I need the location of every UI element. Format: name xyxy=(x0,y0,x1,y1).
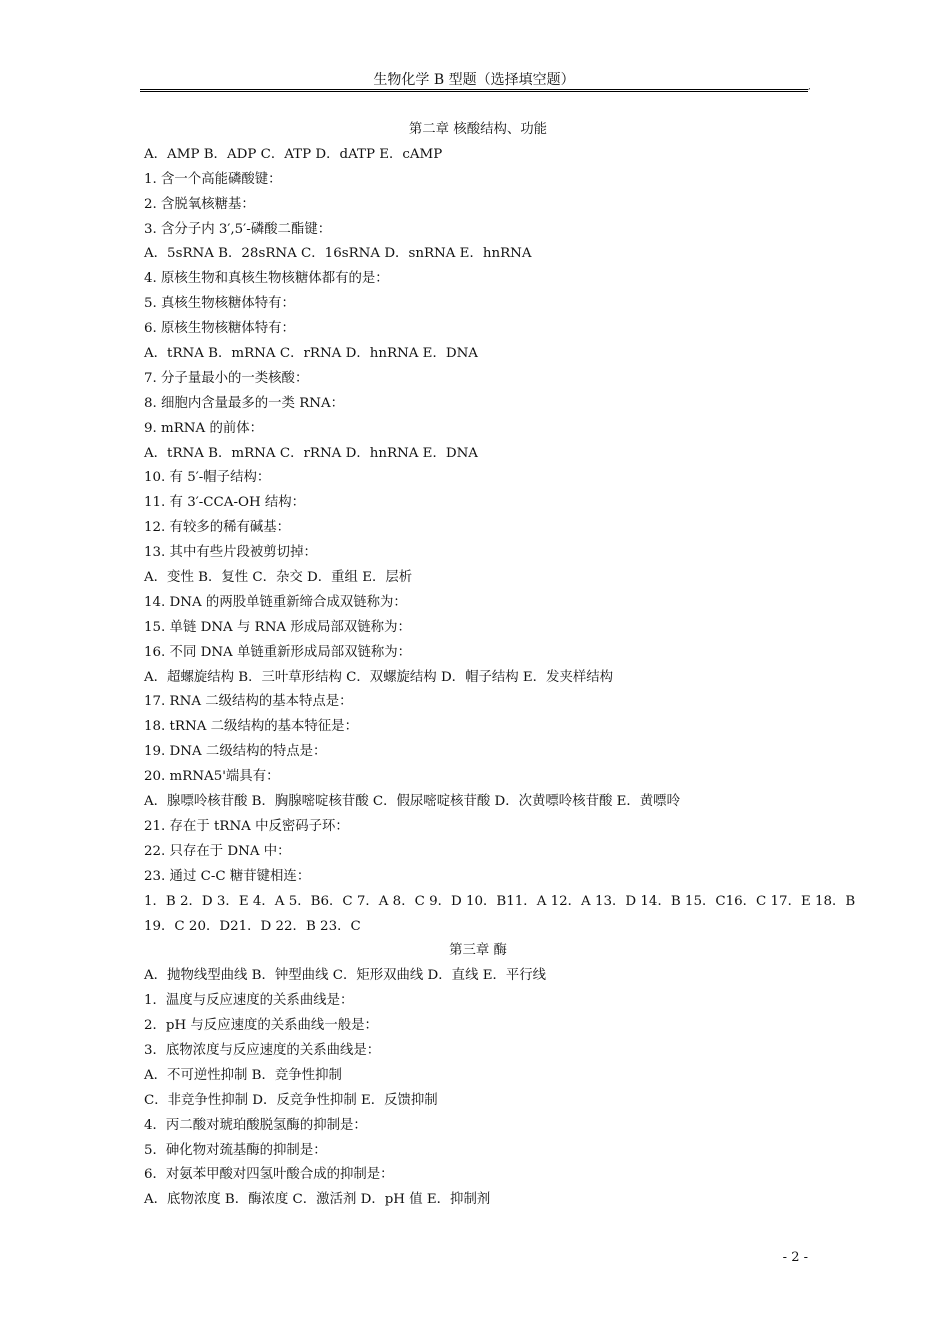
text-line: A．5sRNA B．28sRNA C．16sRNA D．snRNA E．hnRNA xyxy=(144,246,532,262)
text-line: A．超螺旋结构 B．三叶草形结构 C．双螺旋结构 D．帽子结构 E．发夹样结构 xyxy=(144,669,614,685)
text-line: 6. 原核生物核糖体特有： xyxy=(144,321,295,337)
text-line: A．腺嘌呤核苷酸 B．胸腺嘧啶核苷酸 C．假尿嘧啶核苷酸 D．次黄嘌呤核苷酸 E．黄嘌呤 xyxy=(144,794,680,810)
page-number: - 2 - xyxy=(782,1250,808,1265)
text-line: A．tRNA B．mRNA C．rRNA D．hnRNA E．DNA xyxy=(144,346,478,362)
page-header-title: 生物化学 B 型题（选择填空题） xyxy=(373,72,575,88)
text-line: A．抛物线型曲线 B．钟型曲线 C．矩形双曲线 D．直线 E．平行线 xyxy=(144,968,547,984)
text-line: 5．砷化物对巯基酶的抑制是： xyxy=(144,1142,327,1158)
text-line: A．变性 B．复性 C．杂交 D．重组 E．层析 xyxy=(144,570,413,586)
text-line: C．非竞争性抑制 D．反竞争性抑制 E．反馈抑制 xyxy=(144,1092,438,1108)
text-line: 19. DNA 二级结构的特点是： xyxy=(144,744,327,760)
text-line: 23. 通过 C-C 糖苷键相连： xyxy=(144,868,311,884)
text-line: 18. tRNA 二级结构的基本特征是： xyxy=(144,719,358,735)
text-line: 4. 原核生物和真核生物核糖体都有的是： xyxy=(144,271,389,287)
text-line: A．AMP B．ADP C．ATP D．dATP E．cAMP xyxy=(144,146,443,162)
text-line: 22. 只存在于 DNA 中： xyxy=(144,843,291,859)
text-line: A．不可逆性抑制 B．竞争性抑制 xyxy=(144,1067,342,1083)
text-line: 1．温度与反应速度的关系曲线是： xyxy=(144,993,354,1009)
header-divider xyxy=(140,89,808,92)
text-line: 16. 不同 DNA 单链重新形成局部双链称为： xyxy=(144,644,412,660)
text-line: 4．丙二酸对琥珀酸脱氢酶的抑制是： xyxy=(144,1117,367,1133)
text-line: 14. DNA 的两股单链重新缔合成双链称为： xyxy=(144,594,407,610)
text-line: 10. 有 5′-帽子结构： xyxy=(144,470,271,486)
text-line: 3. 含分子内 3′,5′-磷酸二酯键： xyxy=(144,221,332,237)
text-line: A．tRNA B．mRNA C．rRNA D．hnRNA E．DNA xyxy=(144,445,478,461)
text-line: 17. RNA 二级结构的基本特点是： xyxy=(144,694,353,710)
text-line: 6．对氨苯甲酸对四氢叶酸合成的抑制是： xyxy=(144,1167,394,1183)
text-line: 12. 有较多的稀有碱基： xyxy=(144,520,291,536)
text-line: 20. mRNA5'端具有： xyxy=(144,769,280,785)
text-line: 7. 分子量最小的一类核酸： xyxy=(144,370,309,386)
chapter-heading: 第二章 核酸结构、功能 xyxy=(408,122,548,137)
text-line: 5. 真核生物核糖体特有： xyxy=(144,296,295,312)
text-line: 1．B 2．D 3．E 4．A 5．B6．C 7．A 8．C 9．D 10．B11．A 12．A 13．D 14．B 15．C16．C 17．E 18．B xyxy=(144,893,856,909)
document-body xyxy=(144,118,856,1213)
text-line: 2. 含脱氧核糖基： xyxy=(144,196,255,212)
text-line: 3．底物浓度与反应速度的关系曲线是： xyxy=(144,1042,381,1058)
text-line: 15. 单链 DNA 与 RNA 形成局部双链称为： xyxy=(144,619,411,635)
text-line: 9. mRNA 的前体： xyxy=(144,420,264,436)
text-line: A．底物浓度 B．酶浓度 C．激活剂 D．pH 值 E．抑制剂 xyxy=(144,1192,491,1208)
text-line: 11. 有 3′-CCA-OH 结构： xyxy=(144,495,306,511)
text-line: 8. 细胞内含量最多的一类 RNA： xyxy=(144,395,345,411)
text-line: 13. 其中有些片段被剪切掉： xyxy=(144,545,317,561)
text-line: 2．pH 与反应速度的关系曲线一般是： xyxy=(144,1018,378,1034)
chapter-heading: 第三章 酶 xyxy=(449,943,507,959)
header-mark: , xyxy=(808,82,811,91)
text-line: 19．C 20．D21．D 22．B 23．C xyxy=(144,918,361,934)
text-line: 1. 含一个高能磷酸键： xyxy=(144,171,282,187)
text-line: 21. 存在于 tRNA 中反密码子环： xyxy=(144,818,349,834)
